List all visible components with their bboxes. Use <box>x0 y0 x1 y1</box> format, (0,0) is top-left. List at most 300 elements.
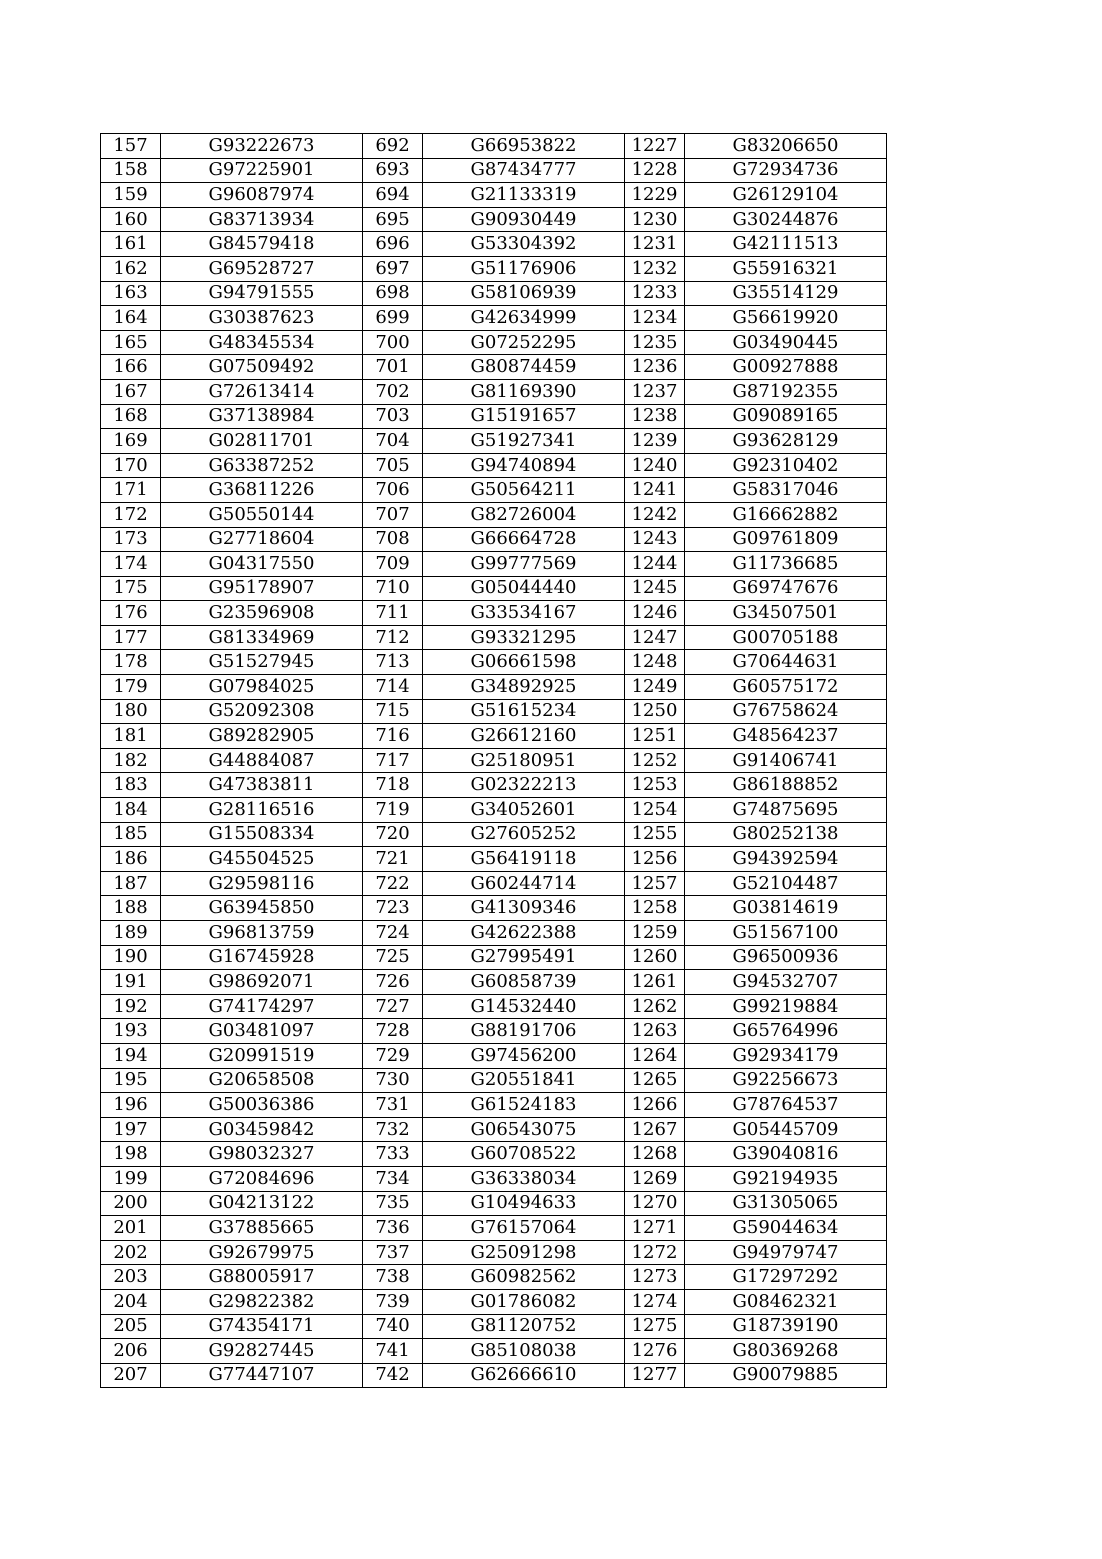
code-cell: G23596908 <box>161 601 363 626</box>
serial-number-cell: 725 <box>363 945 423 970</box>
code-cell: G53304392 <box>423 232 625 257</box>
table-row <box>101 576 887 601</box>
table-row <box>101 994 887 1019</box>
code-cell: G95178907 <box>161 576 363 601</box>
code-cell: G60982562 <box>423 1265 625 1290</box>
table-row <box>101 699 887 724</box>
serial-number-cell: 166 <box>101 355 161 380</box>
serial-number-cell: 1274 <box>625 1289 685 1314</box>
code-cell: G26129104 <box>685 183 887 208</box>
code-cell: G20551841 <box>423 1068 625 1093</box>
code-cell: G25180951 <box>423 748 625 773</box>
code-cell: G42634999 <box>423 306 625 331</box>
code-cell: G94392594 <box>685 847 887 872</box>
code-cell: G36338034 <box>423 1166 625 1191</box>
serial-number-cell: 204 <box>101 1289 161 1314</box>
code-cell: G00927888 <box>685 355 887 380</box>
serial-number-cell: 1228 <box>625 158 685 183</box>
code-cell: G52104487 <box>685 871 887 896</box>
serial-number-cell: 162 <box>101 256 161 281</box>
table-row <box>101 478 887 503</box>
serial-number-cell: 197 <box>101 1117 161 1142</box>
code-cell: G60708522 <box>423 1142 625 1167</box>
serial-number-cell: 160 <box>101 207 161 232</box>
table-row <box>101 773 887 798</box>
code-cell: G20658508 <box>161 1068 363 1093</box>
serial-number-cell: 1231 <box>625 232 685 257</box>
table-row <box>101 1043 887 1068</box>
serial-number-cell: 1233 <box>625 281 685 306</box>
code-cell: G03459842 <box>161 1117 363 1142</box>
code-cell: G92194935 <box>685 1166 887 1191</box>
code-cell: G88005917 <box>161 1265 363 1290</box>
serial-number-cell: 186 <box>101 847 161 872</box>
table-row <box>101 1314 887 1339</box>
serial-number-cell: 181 <box>101 724 161 749</box>
code-cell: G94791555 <box>161 281 363 306</box>
table-row <box>101 281 887 306</box>
serial-number-cell: 158 <box>101 158 161 183</box>
serial-number-cell: 182 <box>101 748 161 773</box>
serial-number-cell: 1272 <box>625 1240 685 1265</box>
table-row <box>101 1339 887 1364</box>
serial-number-cell: 1230 <box>625 207 685 232</box>
serial-number-cell: 184 <box>101 798 161 823</box>
table-row <box>101 502 887 527</box>
code-cell: G83206650 <box>685 134 887 159</box>
code-cell: G45504525 <box>161 847 363 872</box>
code-cell: G51567100 <box>685 921 887 946</box>
serial-number-cell: 168 <box>101 404 161 429</box>
serial-number-cell: 183 <box>101 773 161 798</box>
serial-number-cell: 159 <box>101 183 161 208</box>
code-cell: G99777569 <box>423 552 625 577</box>
table-row <box>101 1166 887 1191</box>
table-row <box>101 970 887 995</box>
code-cell: G97456200 <box>423 1043 625 1068</box>
table-row <box>101 1142 887 1167</box>
table-row <box>101 183 887 208</box>
table-row <box>101 552 887 577</box>
serial-number-cell: 738 <box>363 1265 423 1290</box>
serial-number-cell: 1241 <box>625 478 685 503</box>
serial-number-cell: 1271 <box>625 1216 685 1241</box>
code-cell: G31305065 <box>685 1191 887 1216</box>
table-row <box>101 429 887 454</box>
table-row <box>101 158 887 183</box>
serial-number-cell: 740 <box>363 1314 423 1339</box>
code-cell: G20991519 <box>161 1043 363 1068</box>
serial-number-cell: 178 <box>101 650 161 675</box>
serial-number-cell: 1249 <box>625 675 685 700</box>
code-cell: G60858739 <box>423 970 625 995</box>
serial-number-cell: 176 <box>101 601 161 626</box>
code-cell: G63387252 <box>161 453 363 478</box>
serial-number-cell: 177 <box>101 625 161 650</box>
code-cell: G29598116 <box>161 871 363 896</box>
table-row <box>101 1363 887 1388</box>
serial-number-cell: 1238 <box>625 404 685 429</box>
code-cell: G90930449 <box>423 207 625 232</box>
serial-number-cell: 707 <box>363 502 423 527</box>
code-cell: G58317046 <box>685 478 887 503</box>
serial-number-cell: 172 <box>101 502 161 527</box>
serial-number-cell: 703 <box>363 404 423 429</box>
serial-number-cell: 1255 <box>625 822 685 847</box>
code-cell: G93321295 <box>423 625 625 650</box>
serial-number-cell: 1264 <box>625 1043 685 1068</box>
code-cell: G01786082 <box>423 1289 625 1314</box>
serial-number-cell: 169 <box>101 429 161 454</box>
code-cell: G10494633 <box>423 1191 625 1216</box>
code-cell: G44884087 <box>161 748 363 773</box>
code-table <box>100 133 887 1388</box>
serial-number-cell: 1256 <box>625 847 685 872</box>
code-cell: G61524183 <box>423 1093 625 1118</box>
serial-number-cell: 1240 <box>625 453 685 478</box>
code-cell: G96500936 <box>685 945 887 970</box>
code-cell: G59044634 <box>685 1216 887 1241</box>
code-cell: G70644631 <box>685 650 887 675</box>
serial-number-cell: 721 <box>363 847 423 872</box>
serial-number-cell: 207 <box>101 1363 161 1388</box>
code-cell: G89282905 <box>161 724 363 749</box>
serial-number-cell: 710 <box>363 576 423 601</box>
code-cell: G09089165 <box>685 404 887 429</box>
code-cell: G08462321 <box>685 1289 887 1314</box>
code-cell: G92310402 <box>685 453 887 478</box>
table-row <box>101 1117 887 1142</box>
serial-number-cell: 167 <box>101 379 161 404</box>
serial-number-cell: 1248 <box>625 650 685 675</box>
serial-number-cell: 170 <box>101 453 161 478</box>
code-cell: G66664728 <box>423 527 625 552</box>
serial-number-cell: 1229 <box>625 183 685 208</box>
code-cell: G90079885 <box>685 1363 887 1388</box>
serial-number-cell: 191 <box>101 970 161 995</box>
code-cell: G15508334 <box>161 822 363 847</box>
code-cell: G96087974 <box>161 183 363 208</box>
serial-number-cell: 200 <box>101 1191 161 1216</box>
code-cell: G98032327 <box>161 1142 363 1167</box>
serial-number-cell: 1269 <box>625 1166 685 1191</box>
code-cell: G27995491 <box>423 945 625 970</box>
code-cell: G92256673 <box>685 1068 887 1093</box>
table-row <box>101 1240 887 1265</box>
code-cell: G15191657 <box>423 404 625 429</box>
code-cell: G05445709 <box>685 1117 887 1142</box>
table-row <box>101 1191 887 1216</box>
code-cell: G92934179 <box>685 1043 887 1068</box>
serial-number-cell: 1265 <box>625 1068 685 1093</box>
serial-number-cell: 735 <box>363 1191 423 1216</box>
serial-number-cell: 705 <box>363 453 423 478</box>
serial-number-cell: 1237 <box>625 379 685 404</box>
serial-number-cell: 701 <box>363 355 423 380</box>
code-cell: G50550144 <box>161 502 363 527</box>
code-cell: G04213122 <box>161 1191 363 1216</box>
code-cell: G34892925 <box>423 675 625 700</box>
table-row <box>101 748 887 773</box>
serial-number-cell: 1244 <box>625 552 685 577</box>
code-cell: G81120752 <box>423 1314 625 1339</box>
table-row <box>101 527 887 552</box>
serial-number-cell: 1253 <box>625 773 685 798</box>
code-cell: G34052601 <box>423 798 625 823</box>
serial-number-cell: 723 <box>363 896 423 921</box>
serial-number-cell: 739 <box>363 1289 423 1314</box>
table-row <box>101 871 887 896</box>
serial-number-cell: 180 <box>101 699 161 724</box>
serial-number-cell: 693 <box>363 158 423 183</box>
code-cell: G29822382 <box>161 1289 363 1314</box>
serial-number-cell: 734 <box>363 1166 423 1191</box>
serial-number-cell: 708 <box>363 527 423 552</box>
code-cell: G62666610 <box>423 1363 625 1388</box>
serial-number-cell: 702 <box>363 379 423 404</box>
code-cell: G86188852 <box>685 773 887 798</box>
code-cell: G41309346 <box>423 896 625 921</box>
code-cell: G02322213 <box>423 773 625 798</box>
serial-number-cell: 1262 <box>625 994 685 1019</box>
code-cell: G94740894 <box>423 453 625 478</box>
code-cell: G80874459 <box>423 355 625 380</box>
table-body <box>101 134 887 1388</box>
table-row <box>101 379 887 404</box>
code-cell: G97225901 <box>161 158 363 183</box>
code-cell: G72934736 <box>685 158 887 183</box>
code-cell: G92679975 <box>161 1240 363 1265</box>
serial-number-cell: 1260 <box>625 945 685 970</box>
serial-number-cell: 714 <box>363 675 423 700</box>
code-cell: G03481097 <box>161 1019 363 1044</box>
serial-number-cell: 732 <box>363 1117 423 1142</box>
code-cell: G94532707 <box>685 970 887 995</box>
code-cell: G34507501 <box>685 601 887 626</box>
serial-number-cell: 1252 <box>625 748 685 773</box>
serial-number-cell: 179 <box>101 675 161 700</box>
code-cell: G14532440 <box>423 994 625 1019</box>
serial-number-cell: 187 <box>101 871 161 896</box>
code-cell: G30244876 <box>685 207 887 232</box>
serial-number-cell: 1259 <box>625 921 685 946</box>
serial-number-cell: 733 <box>363 1142 423 1167</box>
serial-number-cell: 741 <box>363 1339 423 1364</box>
serial-number-cell: 190 <box>101 945 161 970</box>
code-cell: G55916321 <box>685 256 887 281</box>
code-cell: G51927341 <box>423 429 625 454</box>
serial-number-cell: 161 <box>101 232 161 257</box>
serial-number-cell: 698 <box>363 281 423 306</box>
code-cell: G80369268 <box>685 1339 887 1364</box>
table-row <box>101 306 887 331</box>
table-row <box>101 798 887 823</box>
serial-number-cell: 202 <box>101 1240 161 1265</box>
code-cell: G91406741 <box>685 748 887 773</box>
serial-number-cell: 195 <box>101 1068 161 1093</box>
serial-number-cell: 730 <box>363 1068 423 1093</box>
code-cell: G83713934 <box>161 207 363 232</box>
code-cell: G06543075 <box>423 1117 625 1142</box>
serial-number-cell: 199 <box>101 1166 161 1191</box>
serial-number-cell: 203 <box>101 1265 161 1290</box>
code-cell: G51176906 <box>423 256 625 281</box>
code-cell: G98692071 <box>161 970 363 995</box>
serial-number-cell: 1276 <box>625 1339 685 1364</box>
table-row <box>101 1019 887 1044</box>
table-row <box>101 453 887 478</box>
code-cell: G63945850 <box>161 896 363 921</box>
serial-number-cell: 727 <box>363 994 423 1019</box>
code-cell: G18739190 <box>685 1314 887 1339</box>
table-row <box>101 650 887 675</box>
code-cell: G00705188 <box>685 625 887 650</box>
code-cell: G16745928 <box>161 945 363 970</box>
table-row <box>101 724 887 749</box>
code-cell: G30387623 <box>161 306 363 331</box>
serial-number-cell: 696 <box>363 232 423 257</box>
code-cell: G72084696 <box>161 1166 363 1191</box>
serial-number-cell: 1273 <box>625 1265 685 1290</box>
code-cell: G50036386 <box>161 1093 363 1118</box>
code-cell: G85108038 <box>423 1339 625 1364</box>
serial-number-cell: 171 <box>101 478 161 503</box>
serial-number-cell: 1236 <box>625 355 685 380</box>
code-cell: G84579418 <box>161 232 363 257</box>
serial-number-cell: 736 <box>363 1216 423 1241</box>
code-cell: G25091298 <box>423 1240 625 1265</box>
code-cell: G76157064 <box>423 1216 625 1241</box>
code-cell: G74354171 <box>161 1314 363 1339</box>
code-cell: G02811701 <box>161 429 363 454</box>
code-cell: G47383811 <box>161 773 363 798</box>
serial-number-cell: 1243 <box>625 527 685 552</box>
serial-number-cell: 194 <box>101 1043 161 1068</box>
table-row <box>101 921 887 946</box>
table-row <box>101 822 887 847</box>
code-cell: G42622388 <box>423 921 625 946</box>
serial-number-cell: 196 <box>101 1093 161 1118</box>
serial-number-cell: 695 <box>363 207 423 232</box>
code-cell: G80252138 <box>685 822 887 847</box>
serial-number-cell: 1232 <box>625 256 685 281</box>
code-cell: G51615234 <box>423 699 625 724</box>
table-row <box>101 1068 887 1093</box>
serial-number-cell: 192 <box>101 994 161 1019</box>
code-cell: G36811226 <box>161 478 363 503</box>
code-cell: G07252295 <box>423 330 625 355</box>
serial-number-cell: 700 <box>363 330 423 355</box>
table-row <box>101 1093 887 1118</box>
code-cell: G69528727 <box>161 256 363 281</box>
code-cell: G60244714 <box>423 871 625 896</box>
code-cell: G87434777 <box>423 158 625 183</box>
code-cell: G74174297 <box>161 994 363 1019</box>
table-row <box>101 675 887 700</box>
code-cell: G16662882 <box>685 502 887 527</box>
serial-number-cell: 185 <box>101 822 161 847</box>
serial-number-cell: 1257 <box>625 871 685 896</box>
serial-number-cell: 742 <box>363 1363 423 1388</box>
serial-number-cell: 189 <box>101 921 161 946</box>
code-cell: G03490445 <box>685 330 887 355</box>
code-cell: G93628129 <box>685 429 887 454</box>
serial-number-cell: 1258 <box>625 896 685 921</box>
table-row <box>101 945 887 970</box>
code-cell: G51527945 <box>161 650 363 675</box>
code-cell: G66953822 <box>423 134 625 159</box>
serial-number-cell: 709 <box>363 552 423 577</box>
serial-number-cell: 201 <box>101 1216 161 1241</box>
serial-number-cell: 726 <box>363 970 423 995</box>
serial-number-cell: 729 <box>363 1043 423 1068</box>
serial-number-cell: 722 <box>363 871 423 896</box>
serial-number-cell: 1246 <box>625 601 685 626</box>
table-row <box>101 847 887 872</box>
code-cell: G48564237 <box>685 724 887 749</box>
serial-number-cell: 1263 <box>625 1019 685 1044</box>
serial-number-cell: 716 <box>363 724 423 749</box>
serial-number-cell: 1242 <box>625 502 685 527</box>
serial-number-cell: 1270 <box>625 1191 685 1216</box>
serial-number-cell: 1277 <box>625 1363 685 1388</box>
table-row <box>101 896 887 921</box>
code-cell: G04317550 <box>161 552 363 577</box>
serial-number-cell: 1261 <box>625 970 685 995</box>
code-cell: G03814619 <box>685 896 887 921</box>
code-cell: G07984025 <box>161 675 363 700</box>
serial-number-cell: 175 <box>101 576 161 601</box>
serial-number-cell: 174 <box>101 552 161 577</box>
table-row <box>101 1216 887 1241</box>
serial-number-cell: 715 <box>363 699 423 724</box>
serial-number-cell: 173 <box>101 527 161 552</box>
code-cell: G72613414 <box>161 379 363 404</box>
table-row <box>101 256 887 281</box>
code-cell: G27605252 <box>423 822 625 847</box>
serial-number-cell: 1254 <box>625 798 685 823</box>
serial-number-cell: 697 <box>363 256 423 281</box>
code-cell: G56619920 <box>685 306 887 331</box>
table-row <box>101 134 887 159</box>
code-cell: G37138984 <box>161 404 363 429</box>
serial-number-cell: 706 <box>363 478 423 503</box>
serial-number-cell: 206 <box>101 1339 161 1364</box>
code-cell: G07509492 <box>161 355 363 380</box>
code-cell: G06661598 <box>423 650 625 675</box>
serial-number-cell: 719 <box>363 798 423 823</box>
code-cell: G17297292 <box>685 1265 887 1290</box>
serial-number-cell: 717 <box>363 748 423 773</box>
code-cell: G27718604 <box>161 527 363 552</box>
code-cell: G56419118 <box>423 847 625 872</box>
code-cell: G81334969 <box>161 625 363 650</box>
serial-number-cell: 1234 <box>625 306 685 331</box>
code-cell: G65764996 <box>685 1019 887 1044</box>
serial-number-cell: 1250 <box>625 699 685 724</box>
table-row <box>101 1265 887 1290</box>
code-cell: G94979747 <box>685 1240 887 1265</box>
serial-number-cell: 1235 <box>625 330 685 355</box>
serial-number-cell: 718 <box>363 773 423 798</box>
code-cell: G39040816 <box>685 1142 887 1167</box>
serial-number-cell: 198 <box>101 1142 161 1167</box>
table-row <box>101 207 887 232</box>
code-cell: G28116516 <box>161 798 363 823</box>
serial-number-cell: 1266 <box>625 1093 685 1118</box>
code-cell: G05044440 <box>423 576 625 601</box>
serial-number-cell: 165 <box>101 330 161 355</box>
